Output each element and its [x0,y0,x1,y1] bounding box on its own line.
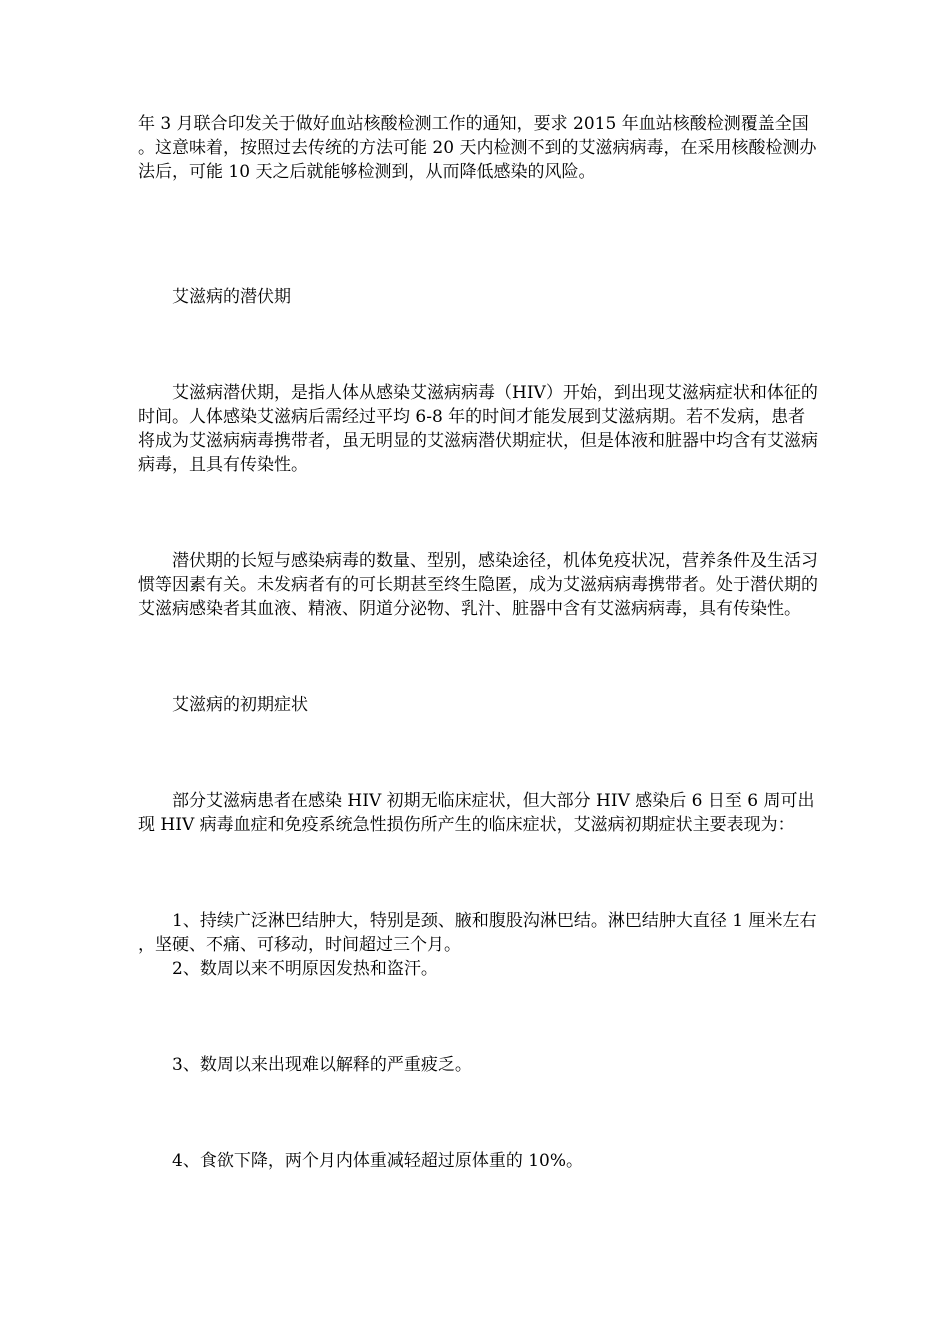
paragraph-latency-definition: 艾滋病潜伏期，是指人体从感染艾滋病病毒（HIV）开始，到出现艾滋病症状和体征的时间。人体感染艾滋病后需经过平均 6-8 年的时间才能发展到艾滋病期。若不发病，患者将成为艾滋病病毒携带者，虽无明显的艾滋病潜伏期症状，但是体液和脏器中均含有艾滋病病毒，且具有传染性。 [138,383,818,475]
paragraph-latency-factors: 潜伏期的长短与感染病毒的数量、型别，感染途径，机体免疫状况，营养条件及生活习惯等因素有关。未发病者有的可长期甚至终生隐匿，成为艾滋病病毒携带者。处于潜伏期的艾滋病感染者其血液、精液、阴道分泌物、乳汁、脏器中含有艾滋病病毒，具有传染性。 [138,551,818,619]
paragraph-early-symptoms: 部分艾滋病患者在感染 HIV 初期无临床症状，但大部分 HIV 感染后 6 日至 6 周可出现 HIV 病毒血症和免疫系统急性损伤所产生的临床症状，艾滋病初期症状主要表现为： [138,791,815,835]
list-item-symptom-2: 2、数周以来不明原因发热和盗汗。 [172,959,438,979]
list-item-symptom-4: 4、食欲下降，两个月内体重减轻超过原体重的 10%。 [172,1151,584,1171]
list-item-symptom-3: 3、数周以来出现难以解释的严重疲乏。 [172,1055,472,1075]
list-item-symptom-1: 1、持续广泛淋巴结肿大，特别是颈、腋和腹股沟淋巴结。淋巴结肿大直径 1 厘米左右，坚硬、不痛、可移动，时间超过三个月。 [138,911,817,955]
paragraph-intro: 年 3 月联合印发关于做好血站核酸检测工作的通知，要求 2015 年血站核酸检测覆盖全国。这意味着，按照过去传统的方法可能 20 天内检测不到的艾滋病病毒，在采用核酸检测办法后，可能 10 天之后就能够检测到，从而降低感染的风险。 [138,114,817,182]
heading-latency-period: 艾滋病的潜伏期 [172,287,291,307]
document-body [138,112,818,1173]
heading-early-symptoms: 艾滋病的初期症状 [172,695,308,715]
